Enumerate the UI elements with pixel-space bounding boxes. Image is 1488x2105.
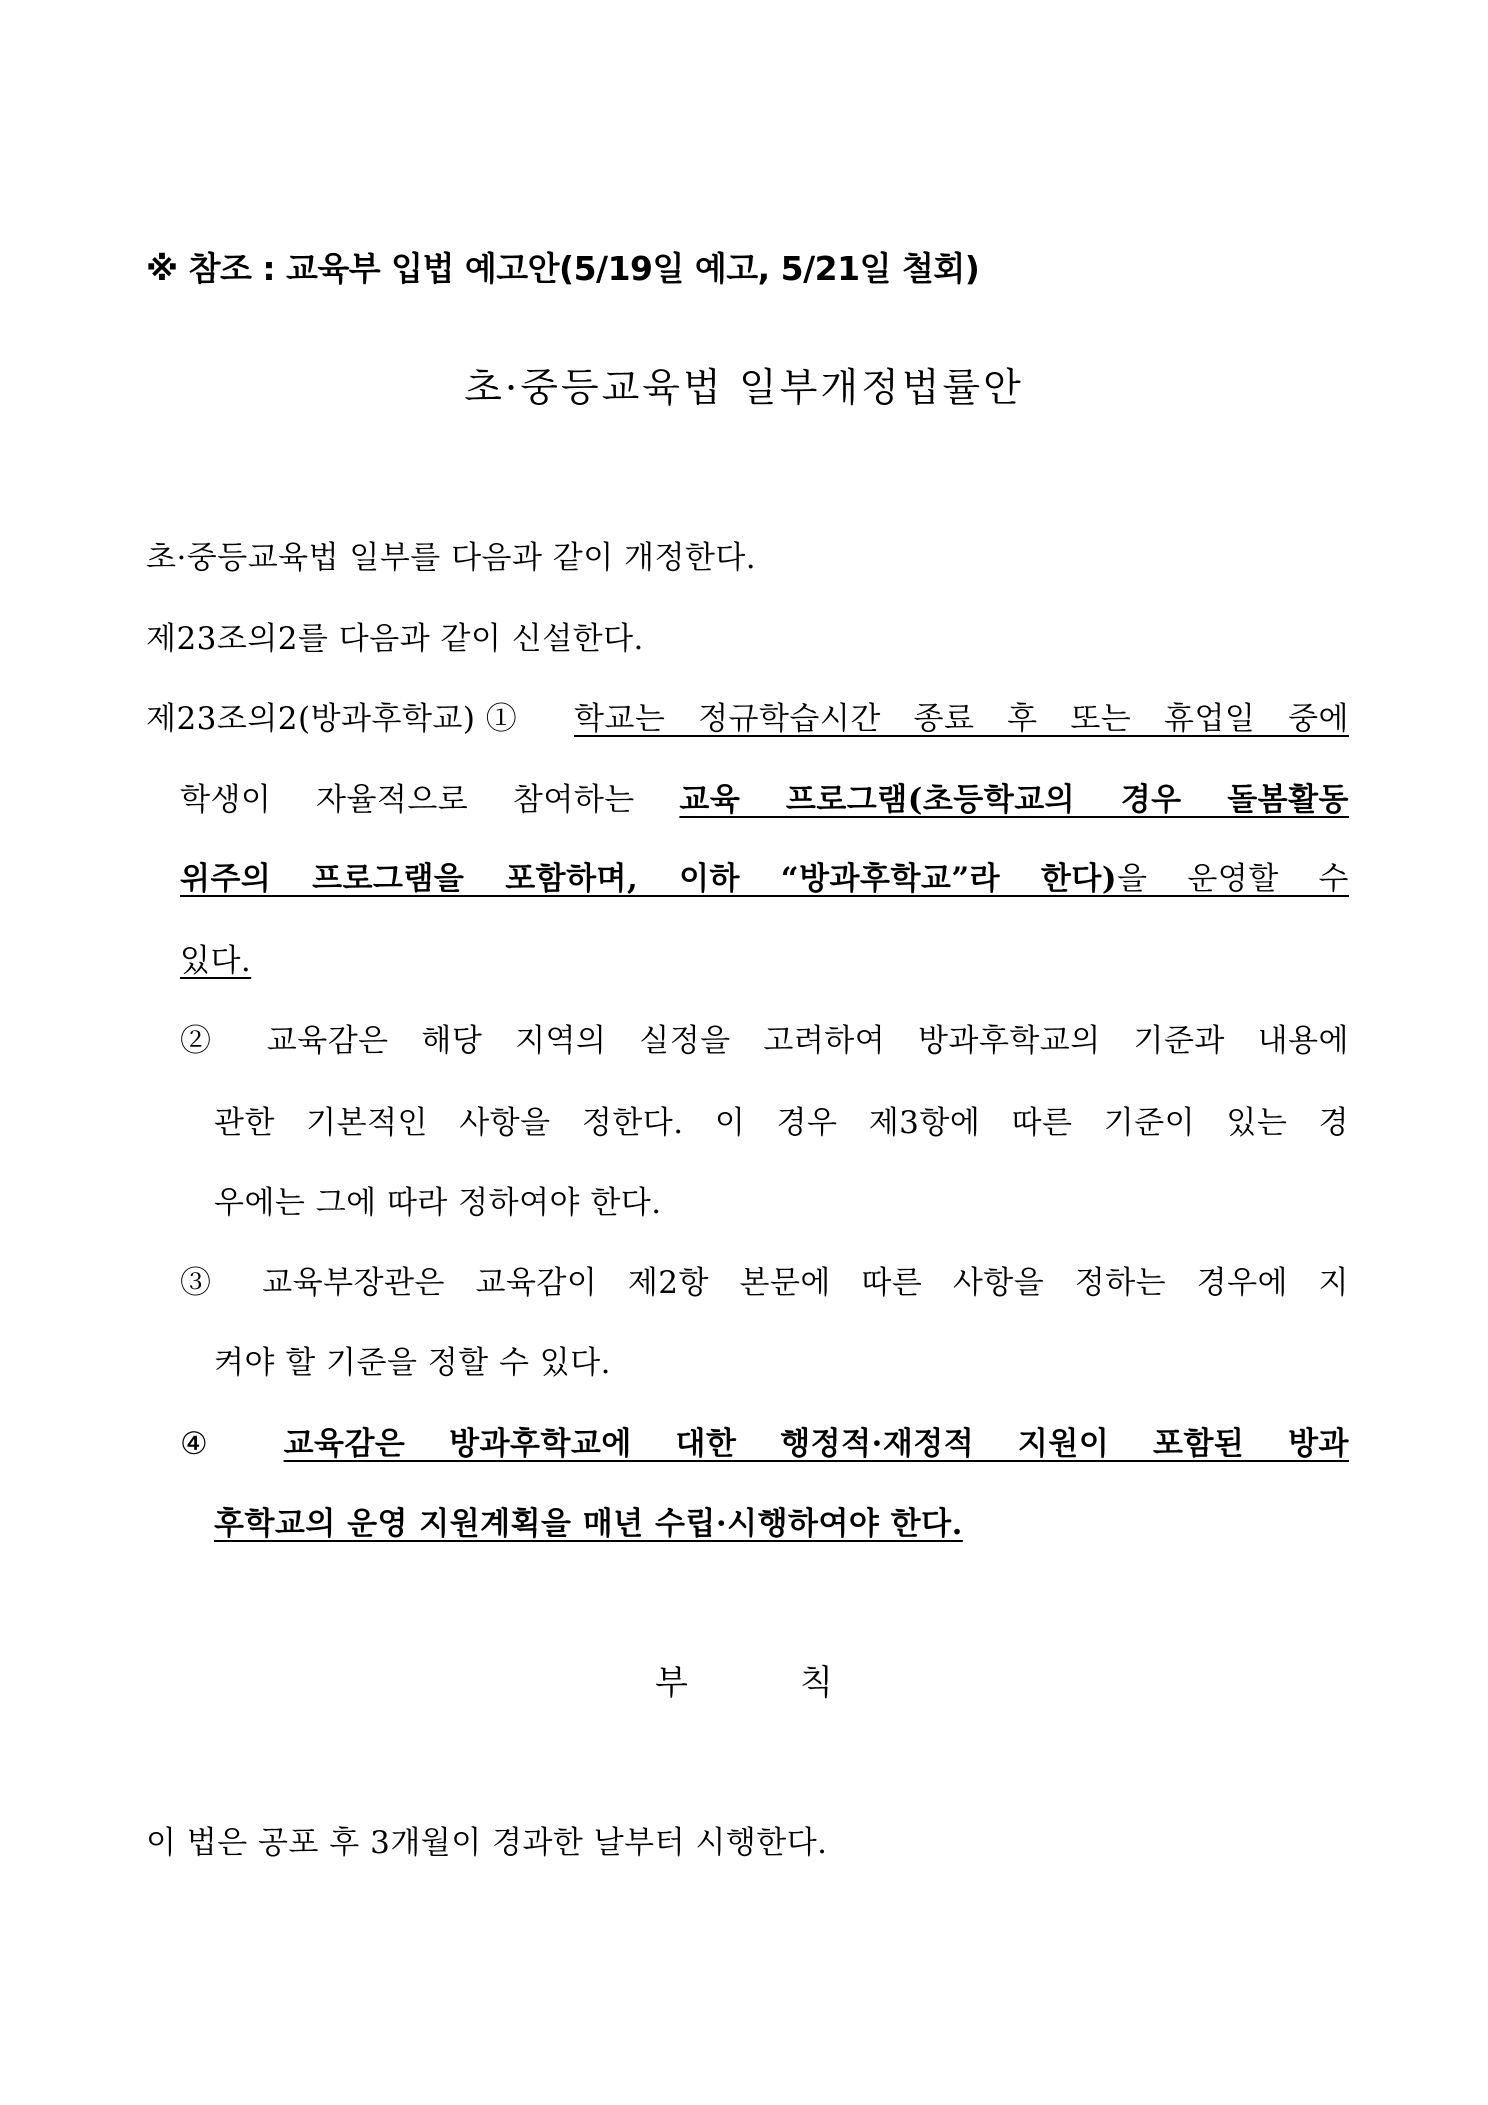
intro-line-2: 제23조의2를 다음과 같이 신설한다. — [146, 621, 644, 657]
annex-title-char-2: 칙 — [800, 1663, 833, 1703]
para1-line-4: 있다. — [180, 943, 252, 979]
para1-line-2 — [180, 774, 1349, 819]
annex-title-char-1: 부 — [655, 1663, 688, 1703]
para4-line-1 — [180, 1418, 1349, 1463]
para2-marker: ② — [180, 1023, 234, 1059]
reference-note: ※ 참조 : 교육부 입법 예고안(5/19일 예고, 5/21일 철회) — [146, 249, 980, 288]
para2-line-3: 우에는 그에 따라 정하여야 한다. — [214, 1185, 662, 1221]
para3-marker: ③ — [180, 1265, 232, 1301]
para3-line-2: 켜야 할 기준을 정할 수 있다. — [214, 1345, 612, 1381]
article-heading: 제23조의2(방과후학교) — [146, 701, 476, 737]
para2-line-1 — [180, 1015, 1349, 1060]
para3-line-1 — [180, 1257, 1349, 1302]
document-title: 초·중등교육법 일부개정법률안 — [464, 366, 1024, 411]
para1-line-3-plain: 을 운영할 수 — [1117, 861, 1349, 897]
para1-line-2-bold: 교육 프로그램(초등학교의 경우 돌봄활동 — [679, 782, 1350, 818]
annex-text: 이 법은 공포 후 3개월이 경과한 날부터 시행한다. — [146, 1825, 828, 1861]
para1-line-2-plain: 학생이 자율적으로 참여하는 — [180, 782, 635, 818]
para1-line-3 — [180, 853, 1349, 898]
article-heading-line — [146, 693, 517, 738]
para2-line-2: 관한 기본적인 사항을 정한다. 이 경우 제3항에 따른 기준이 있는 경 — [214, 1105, 1349, 1141]
para2-line-1-text: 교육감은 해당 지역의 실정을 고려하여 방과후학교의 기준과 내용에 — [266, 1023, 1350, 1059]
para4-line-1-text: 교육감은 방과후학교에 대한 행정적·재정적 지원이 포함된 방과 — [283, 1426, 1350, 1462]
para1-line-1: 학교는 정규학습시간 종료 후 또는 휴업일 중에 — [574, 701, 1349, 737]
para4-marker: ④ — [180, 1426, 241, 1462]
para1-line-3-bold: 위주의 프로그램을 포함하며, 이하 “방과후학교”라 한다) — [180, 861, 1117, 897]
para4-line-2: 후학교의 운영 지원계획을 매년 수립·시행하여야 한다. — [214, 1506, 963, 1542]
intro-line-1: 초·중등교육법 일부를 다음과 같이 개정한다. — [146, 540, 757, 576]
para3-line-1-text: 교육부장관은 교육감이 제2항 본문에 따른 사항을 정하는 경우에 지 — [262, 1265, 1349, 1301]
para1-marker: ① — [485, 701, 518, 737]
